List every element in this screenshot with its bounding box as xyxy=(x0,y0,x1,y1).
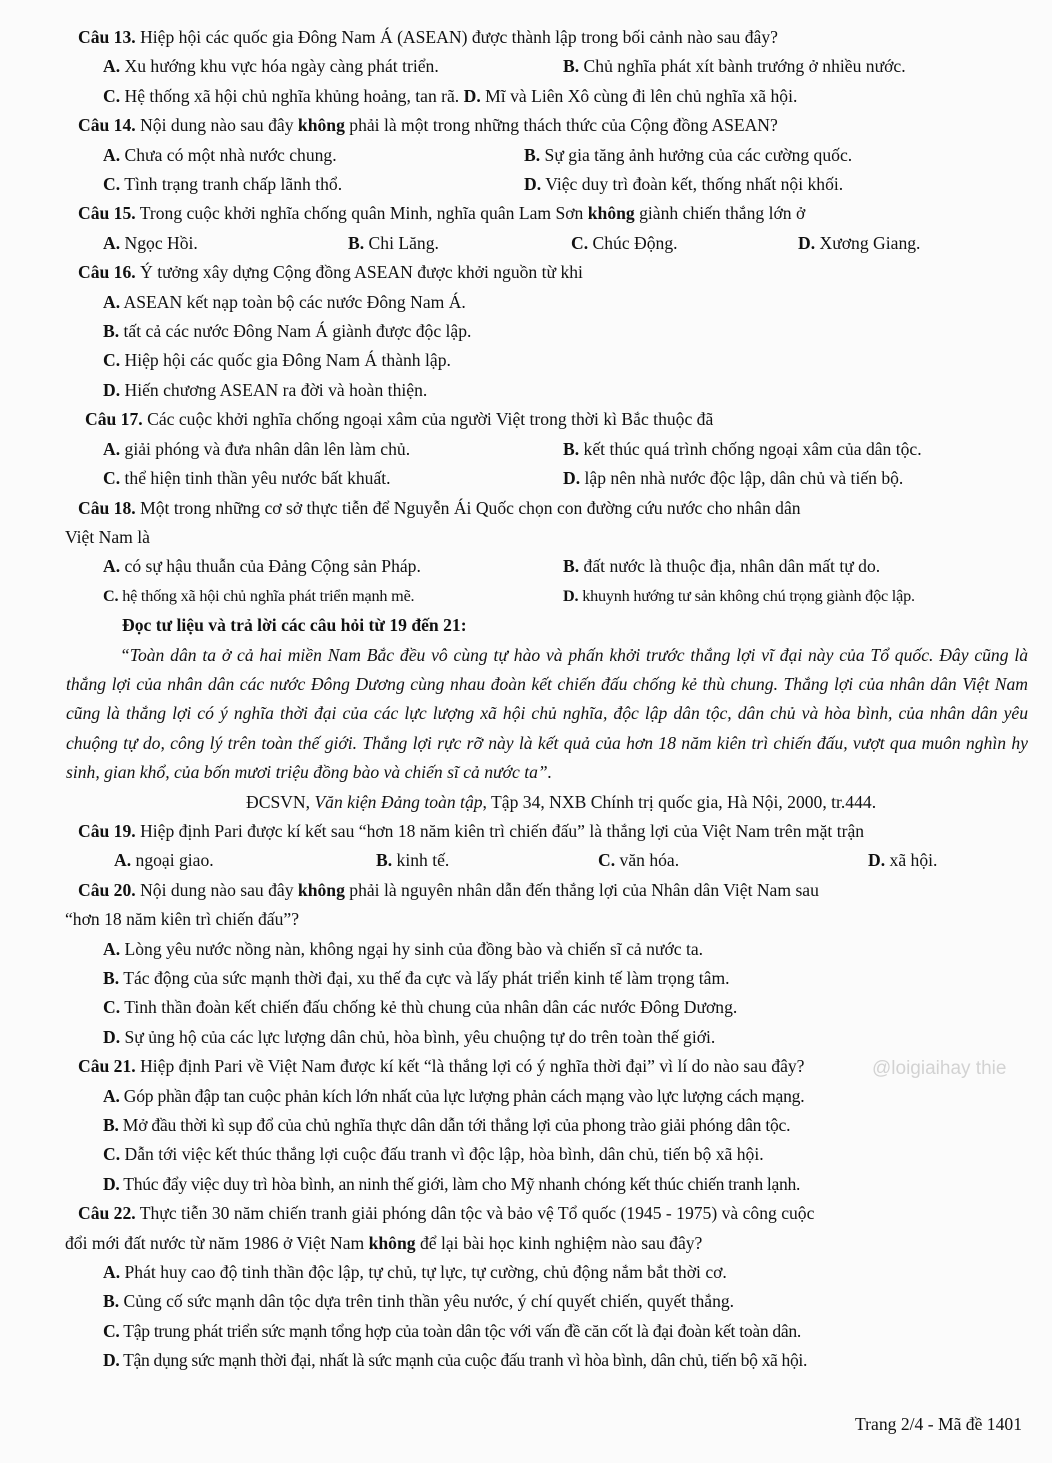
option-d: D. Xương Giang. xyxy=(798,232,921,253)
question-number: Câu 20. xyxy=(78,879,136,900)
question-17: Câu 17. Các cuộc khởi nghĩa chống ngoại xâm của người Việt trong thời kì Bắc thuộc đã xyxy=(85,409,714,430)
option-b: B. tất cả các nước Đông Nam Á giành được độc lập. xyxy=(103,321,472,342)
options-16 xyxy=(0,288,1052,406)
question-19: Câu 19. Hiệp định Pari được kí kết sau “hơn 18 năm kiên trì chiến đấu” là thắng lợi của Việt Nam trên mặt trận xyxy=(78,820,865,841)
reading-quote: “Toàn dân ta ở cả hai miền Nam Bắc đều vô cùng tự hào và phấn khởi trước thắng lợi vĩ đại này của Tổ quốc. Đây cũng là thắng lợi của nhân dân các nước Đông Dương cùng nhau đoàn kết chiến đấu chống kẻ thù chung. Thắng lợi của nhân dân Việt Nam cũng là thắng lợi có ý nghĩa thời đại của các lực lượng xã hội chủ nghĩa, độc lập dân tộc, dân chủ và hòa bình, của nhân dân yêu chuộng tự do, công lý trên toàn thế giới. Thắng lợi rực rỡ này là kết quả của hơn 18 năm kiên trì chiến đấu, vượt qua muôn nghìn hy sinh, gian khổ, của bốn mươi triệu đồng bào và chiến sĩ cả nước ta”. xyxy=(66,644,1028,783)
option-d: D. Hiến chương ASEAN ra đời và hoàn thiện. xyxy=(103,379,428,400)
option-a: A. giải phóng và đưa nhân dân lên làm chủ. xyxy=(103,438,411,459)
options-17 xyxy=(0,435,1052,494)
option-c: C. Tình trạng tranh chấp lãnh thổ. xyxy=(103,174,343,195)
question-number: Câu 21. xyxy=(78,1056,136,1077)
options-13 xyxy=(0,52,1052,81)
option-a: A. Ngọc Hồi. xyxy=(103,232,198,253)
watermark: @loigiaihay thie xyxy=(872,1058,1007,1079)
question-number: Câu 18. xyxy=(78,497,136,518)
option-c-d: C. Hệ thống xã hội chủ nghĩa khủng hoảng, tan rã. D. Mĩ và Liên Xô cùng đi lên chủ nghĩa xã hội. xyxy=(103,85,798,106)
option-a: A. Lòng yêu nước nồng nàn, không ngại hy sinh của đồng bào và chiến sĩ cả nước ta. xyxy=(103,938,704,959)
options-13-cd xyxy=(0,82,1052,111)
options-14 xyxy=(0,141,1052,200)
options-15 xyxy=(0,229,1052,258)
option-b: B. Mở đầu thời kì sụp đổ của chủ nghĩa thực dân dẫn tới thắng lợi của phong trào giải phóng dân tộc. xyxy=(103,1115,791,1136)
option-b: B. Sự gia tăng ảnh hưởng của các cường quốc. xyxy=(524,144,853,165)
options-19 xyxy=(0,846,1052,875)
question-number: Câu 13. xyxy=(78,27,136,47)
question-20: Câu 20. Nội dung nào sau đây không phải là nguyên nhân dẫn đến thắng lợi của Nhân dân Việt Nam sau “hơn 18 năm kiên trì chiến đấu”? xyxy=(65,879,819,930)
option-b: B. Chủ nghĩa phát xít bành trướng ở nhiều nước. xyxy=(563,56,906,77)
option-a: A. ngoại giao. xyxy=(114,850,214,871)
option-c: C. Tập trung phát triển sức mạnh tổng hợp của toàn dân tộc với vấn đề căn cốt là đại đoàn kết toàn dân. xyxy=(103,1320,802,1341)
question-22: Câu 22. Thực tiễn 30 năm chiến tranh giải phóng dân tộc và bảo vệ Tổ quốc (1945 - 1975) và công cuộc đổi mới đất nước từ năm 1986 ở Việt Nam không để lại bài học kinh nghiệm nào sau đây? xyxy=(65,1203,815,1253)
option-a: A. Chưa có một nhà nước chung. xyxy=(103,144,337,165)
option-b: B. kinh tế. xyxy=(376,850,450,871)
option-b: B. Củng cố sức mạnh dân tộc dựa trên tinh thần yêu nước, ý chí quyết chiến, quyết thắng. xyxy=(103,1291,735,1312)
question-18: Câu 18. Một trong những cơ sở thực tiễn để Nguyễn Ái Quốc chọn con đường cứu nước cho nhân dân Việt Nam là xyxy=(65,497,801,547)
option-a: A. Xu hướng khu vực hóa ngày càng phát triển. xyxy=(103,56,439,77)
option-c: C. Chúc Động. xyxy=(571,232,678,253)
page-footer: Trang 2/4 - Mã đề 1401 xyxy=(855,1414,1022,1434)
option-a: A. có sự hậu thuẫn của Đảng Cộng sản Pháp. xyxy=(103,556,421,577)
option-c: C. Dẫn tới việc kết thúc thắng lợi cuộc đấu tranh vì độc lập, hòa bình, dân chủ, tiến bộ xã hội. xyxy=(103,1144,764,1165)
option-a: A. Phát huy cao độ tinh thần độc lập, tự chủ, tự lực, tự cường, chủ động nắm bắt thời cơ. xyxy=(103,1262,727,1283)
exam-page xyxy=(0,23,1052,1376)
option-d: D. lập nên nhà nước độc lập, dân chủ và tiến bộ. xyxy=(563,468,904,489)
option-d: D. Thúc đẩy việc duy trì hòa bình, an ninh thế giới, làm cho Mỹ nhanh chóng kết thúc chiến tranh lạnh. xyxy=(103,1173,801,1194)
option-a: A. ASEAN kết nạp toàn bộ các nước Đông Nam Á. xyxy=(103,291,466,312)
question-number: Câu 15. xyxy=(78,203,136,224)
question-14: Câu 14. Nội dung nào sau đây không phải là một trong những thách thức của Cộng đồng ASEAN? xyxy=(78,115,778,136)
option-a: A. Góp phần đập tan cuộc phản kích lớn nhất của lực lượng phản cách mạng vào lực lượng cách mạng. xyxy=(103,1085,805,1106)
option-d: D. xã hội. xyxy=(868,850,938,871)
question-number: Câu 17. xyxy=(85,409,143,430)
question-number: Câu 16. xyxy=(78,262,136,283)
reading-source: ĐCSVN, Văn kiện Đảng toàn tập, Tập 34, NXB Chính trị quốc gia, Hà Nội, 2000, tr.444. xyxy=(246,791,877,812)
option-d: D. Sự ủng hộ của các lực lượng dân chủ, hòa bình, yêu chuộng tự do trên toàn thế giới. xyxy=(103,1026,716,1047)
question-number: Câu 19. xyxy=(78,820,136,841)
question-number: Câu 22. xyxy=(78,1203,136,1224)
option-b: B. đất nước là thuộc địa, nhân dân mất tự do. xyxy=(563,556,881,577)
option-d: D. Việc duy trì đoàn kết, thống nhất nội khối. xyxy=(524,174,844,195)
option-b: B. Chi Lăng. xyxy=(348,232,439,253)
option-d: D. Tận dụng sức mạnh thời đại, nhất là sức mạnh của cuộc đấu tranh vì hòa bình, dân chủ, tiến bộ xã hội. xyxy=(103,1350,808,1371)
option-d: D. khuynh hướng tư sản không chú trọng giành độc lập. xyxy=(563,586,915,605)
options-22 xyxy=(0,1258,1052,1376)
question-number: Câu 14. xyxy=(78,115,136,136)
option-c: C. Tinh thần đoàn kết chiến đấu chống kẻ thù chung của nhân dân các nước Đông Dương. xyxy=(103,997,738,1018)
option-b: B. kết thúc quá trình chống ngoại xâm của dân tộc. xyxy=(563,438,922,459)
option-c: C. hệ thống xã hội chủ nghĩa phát triển mạnh mẽ. xyxy=(103,586,415,605)
option-c: C. Hiệp hội các quốc gia Đông Nam Á thành lập. xyxy=(103,350,451,371)
reading-heading: Đọc tư liệu và trả lời các câu hỏi từ 19 đến 21: xyxy=(122,615,467,636)
option-c: C. văn hóa. xyxy=(598,850,680,871)
question-16: Câu 16. Ý tưởng xây dựng Cộng đồng ASEAN được khởi nguồn từ khi xyxy=(78,262,583,283)
question-13 xyxy=(0,23,1052,52)
option-b: B. Tác động của sức mạnh thời đại, xu thế đa cực và lấy phát triển kinh tế làm trọng tâm. xyxy=(103,968,730,988)
option-c: C. thể hiện tinh thần yêu nước bất khuất. xyxy=(103,468,391,489)
options-20 xyxy=(0,935,1052,1053)
options-21 xyxy=(0,1082,1052,1200)
question-text: Hiệp hội các quốc gia Đông Nam Á (ASEAN) được thành lập trong bối cảnh nào sau đây? xyxy=(135,27,778,47)
question-15: Câu 15. Trong cuộc khởi nghĩa chống quân Minh, nghĩa quân Lam Sơn không giành chiến thắng lớn ở xyxy=(78,203,806,224)
options-18 xyxy=(0,552,1052,611)
question-21: Câu 21. Hiệp định Pari về Việt Nam được kí kết “là thắng lợi có ý nghĩa thời đại” vì lí do nào sau đây? xyxy=(78,1056,805,1077)
